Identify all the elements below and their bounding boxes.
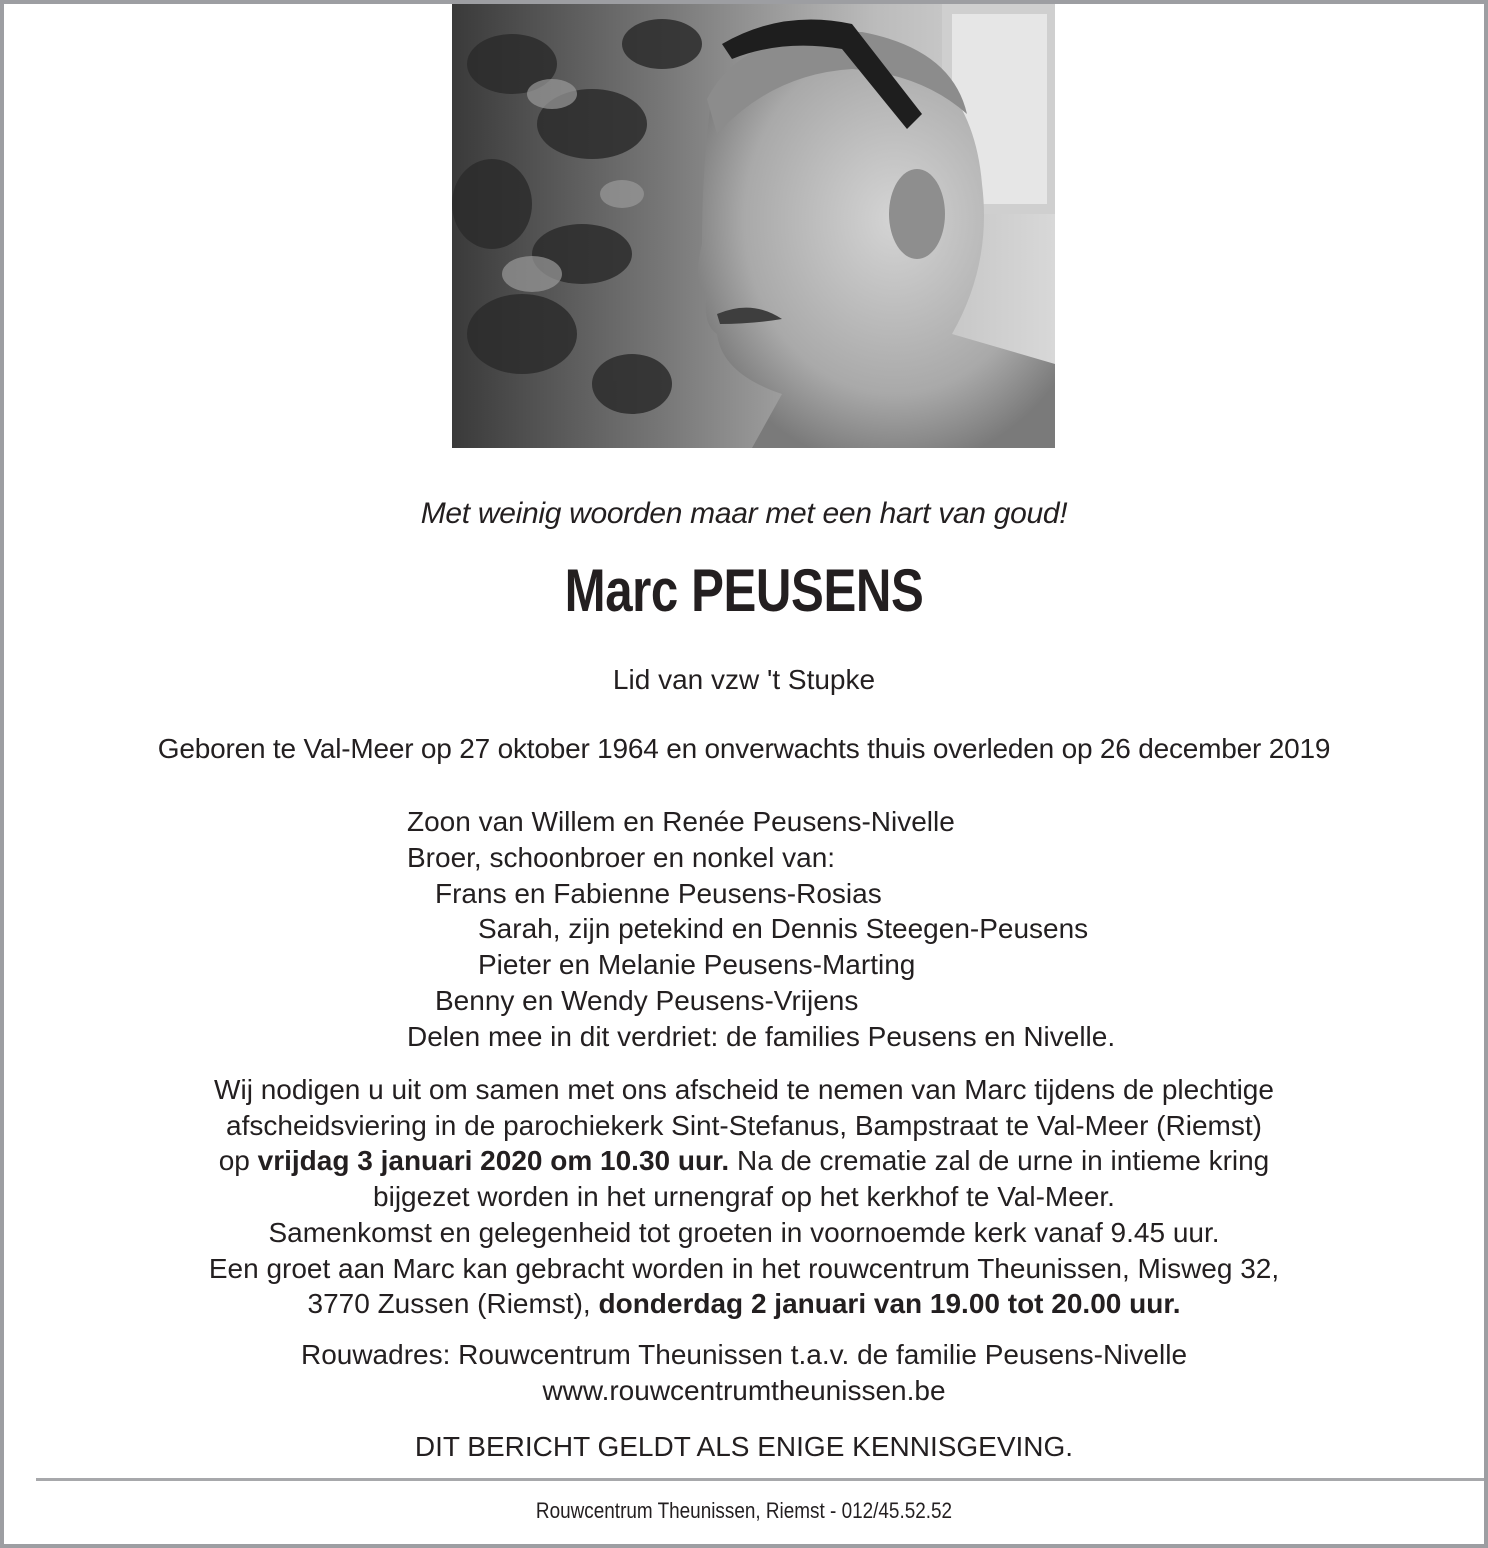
website-link[interactable]: www.rouwcentrumtheunissen.be — [542, 1374, 946, 1406]
invitation-line: afscheidsviering in de parochiekerk Sint-Stefanus, Bampstraat te Val-Meer (Riemst) — [226, 1109, 1262, 1141]
family-line: Broer, schoonbroer en nonkel van: — [407, 841, 836, 873]
invitation-text: op — [218, 1145, 258, 1177]
family-line: Zoon van Willem en Renée Peusens-Nivelle — [407, 806, 955, 837]
obituary-notice — [4, 4, 1484, 1544]
invitation-line — [4, 1286, 1484, 1322]
invitation-line: bijgezet worden in het urnengraf op het kerkhof te Val-Meer. — [373, 1181, 1115, 1213]
deceased-name: Marc PEUSENS — [564, 557, 924, 624]
invitation-line: Wij nodigen u uit om samen met ons afscheid te nemen van Marc tijdens de plechtige — [214, 1074, 1274, 1105]
invitation-line — [4, 1143, 1484, 1179]
notice-text: DIT BERICHT GELDT ALS ENIGE KENNISGEVING. — [414, 1431, 1074, 1462]
invitation-line: Samenkomst en gelegenheid tot groeten in voornoemde kerk vanaf 9.45 uur. — [268, 1216, 1220, 1248]
footer-credit: Rouwcentrum Theunissen, Riemst - 012/45.52.52 — [535, 1498, 953, 1523]
visitation-datetime: donderdag 2 januari van 19.00 tot 20.00 uur. — [598, 1288, 1181, 1320]
family-line: Sarah, zijn petekind en Dennis Steegen-Peusens — [478, 913, 1089, 945]
service-datetime: vrijdag 3 januari 2020 om 10.30 uur. — [257, 1145, 730, 1177]
divider — [36, 1478, 1484, 1481]
invitation-line: Een groet aan Marc kan gebracht worden in het rouwcentrum Theunissen, Misweg 32, — [208, 1252, 1280, 1284]
mourning-address — [4, 1337, 1484, 1408]
address-line: Rouwadres: Rouwcentrum Theunissen t.a.v. de familie Peusens-Nivelle — [300, 1339, 1188, 1370]
family-line: Benny en Wendy Peusens-Vrijens — [435, 984, 859, 1016]
funeral-invitation — [4, 1072, 1484, 1322]
invitation-text: Na de crematie zal de urne in intieme kring — [729, 1145, 1270, 1177]
family-line: Pieter en Melanie Peusens-Marting — [478, 949, 916, 981]
motto-quote: Met weinig woorden maar met een hart van goud! — [420, 497, 1068, 530]
portrait-image — [452, 4, 1055, 448]
family-list — [407, 804, 1115, 1055]
membership-text: Lid van vzw 't Stupke — [612, 664, 876, 695]
portrait-photo — [452, 4, 1055, 448]
birth-death-text: Geboren te Val-Meer op 27 oktober 1964 en onverwachts thuis overleden op 26 december 2019 — [157, 733, 1331, 764]
family-line: Frans en Fabienne Peusens-Rosias — [435, 877, 882, 909]
family-line: Delen mee in dit verdriet: de families Peusens en Nivelle. — [407, 1020, 1116, 1052]
invitation-text: 3770 Zussen (Riemst), — [307, 1288, 599, 1320]
